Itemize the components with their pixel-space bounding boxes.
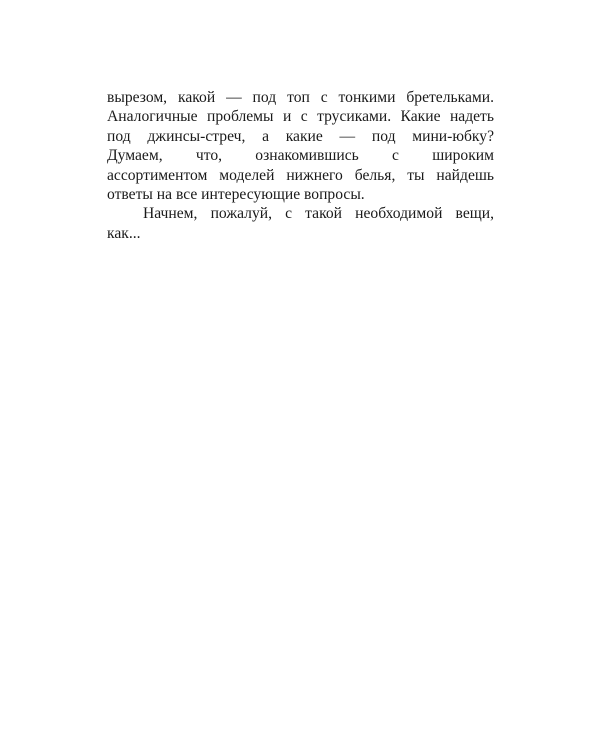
paragraph-2 [107,204,494,243]
text-line: как... [107,224,141,242]
text-line: ответы на все интересующие вопросы. [107,185,365,203]
text-line: ассортиментом моделей нижнего белья, ты найдешь [107,166,494,184]
text-line: под джинсы-стреч, а какие — под мини-юбку? [107,127,494,145]
text-line: вырезом, какой — под топ с тонкими бретельками. [107,89,494,106]
text-line: Начнем, пожалуй, с такой необходимой вещи, [143,205,494,223]
body-text [107,88,494,243]
text-line: Думаем, что, ознакомившись с широким [107,147,494,165]
paragraph-1 [107,88,494,204]
text-line: Аналогичные проблемы и с трусиками. Какие надеть [107,108,494,126]
